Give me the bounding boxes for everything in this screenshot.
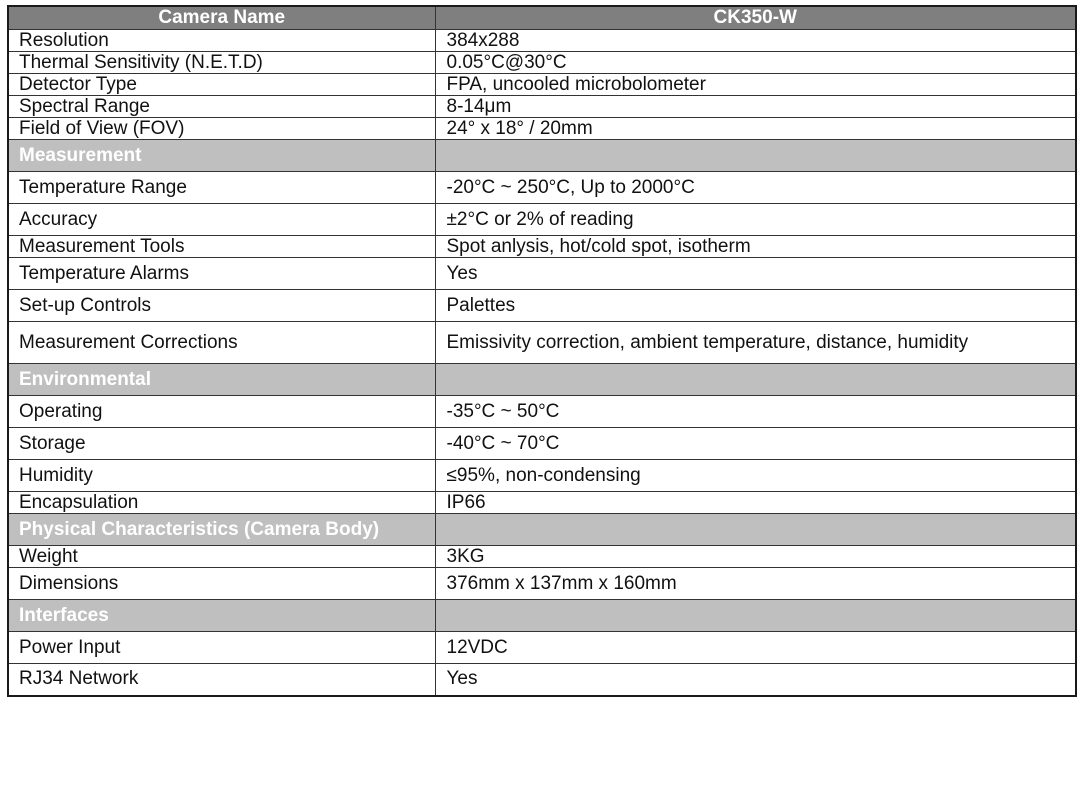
table-row [8,546,1076,568]
spec-label: Measurement Corrections [8,322,435,364]
table-row [8,172,1076,204]
table-row [8,568,1076,600]
spec-value: Yes [435,664,1076,696]
spec-label: Dimensions [8,568,435,600]
section-title: Measurement [8,140,435,172]
spec-label: Spectral Range [8,96,435,118]
section-row [8,514,1076,546]
spec-label: Operating [8,396,435,428]
spec-label: Thermal Sensitivity (N.E.T.D) [8,52,435,74]
spec-value: -40°C ~ 70°C [435,428,1076,460]
header-camera-name: Camera Name [8,6,435,30]
spec-label: Encapsulation [8,492,435,514]
table-row [8,428,1076,460]
spec-label: Power Input [8,632,435,664]
spec-value: FPA, uncooled microbolometer [435,74,1076,96]
camera-spec-table [7,5,1077,697]
spec-value: 24° x 18° / 20mm [435,118,1076,140]
table-body [8,30,1076,696]
spec-label: Measurement Tools [8,236,435,258]
table-row [8,632,1076,664]
spec-value: 3KG [435,546,1076,568]
table-row [8,96,1076,118]
table-row [8,236,1076,258]
section-row [8,364,1076,396]
spec-label: Temperature Range [8,172,435,204]
table-row [8,664,1076,696]
section-blank-cell [435,364,1076,396]
table-row [8,290,1076,322]
section-title: Interfaces [8,600,435,632]
spec-value: ±2°C or 2% of reading [435,204,1076,236]
table-row [8,118,1076,140]
table-row [8,322,1076,364]
section-blank-cell [435,140,1076,172]
spec-value: -35°C ~ 50°C [435,396,1076,428]
table-row [8,74,1076,96]
spec-label: Field of View (FOV) [8,118,435,140]
spec-label: Storage [8,428,435,460]
spec-value: Emissivity correction, ambient temperature, distance, humidity [435,322,1076,364]
table-row [8,258,1076,290]
spec-label: Temperature Alarms [8,258,435,290]
spec-label: Accuracy [8,204,435,236]
section-blank-cell [435,514,1076,546]
spec-value: Palettes [435,290,1076,322]
spec-value: Spot anlysis, hot/cold spot, isotherm [435,236,1076,258]
header-model: CK350-W [435,6,1076,30]
table-header-row [8,6,1076,30]
spec-label: RJ34 Network [8,664,435,696]
spec-value: 0.05°C@30°C [435,52,1076,74]
spec-label: Humidity [8,460,435,492]
table-row [8,204,1076,236]
spec-label: Weight [8,546,435,568]
spec-value: ≤95%, non-condensing [435,460,1076,492]
table-row [8,30,1076,52]
section-title: Physical Characteristics (Camera Body) [8,514,435,546]
spec-value: 8-14μm [435,96,1076,118]
spec-value: 384x288 [435,30,1076,52]
section-row [8,600,1076,632]
table-row [8,396,1076,428]
table-row [8,492,1076,514]
spec-value: 376mm x 137mm x 160mm [435,568,1076,600]
spec-label: Detector Type [8,74,435,96]
section-row [8,140,1076,172]
table-row [8,460,1076,492]
section-title: Environmental [8,364,435,396]
spec-value: Yes [435,258,1076,290]
table-row [8,52,1076,74]
spec-label: Set-up Controls [8,290,435,322]
section-blank-cell [435,600,1076,632]
spec-value: IP66 [435,492,1076,514]
spec-value: -20°C ~ 250°C, Up to 2000°C [435,172,1076,204]
spec-value: 12VDC [435,632,1076,664]
spec-label: Resolution [8,30,435,52]
